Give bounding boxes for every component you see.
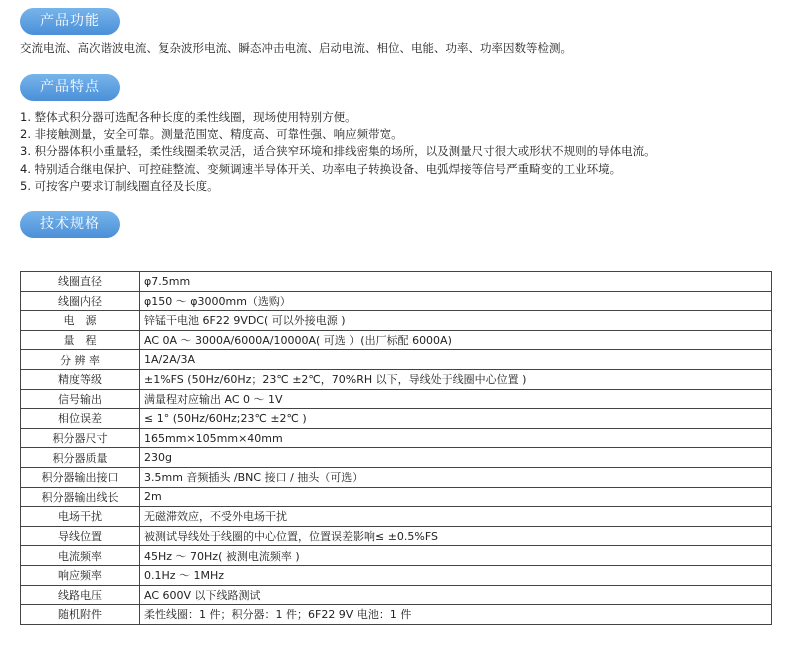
feature-item: 2. 非接触测量，安全可靠。测量范围宽、精度高、可靠性强、响应频带宽。 [20,127,403,142]
spec-value: 无磁滞效应，不受外电场干扰 [140,507,772,527]
spec-label: 精度等级 [21,369,140,389]
table-row [21,605,772,625]
spec-label: 导线位置 [21,526,140,546]
spec-label: 响应频率 [21,565,140,585]
spec-value: 1A/2A/3A [140,350,772,370]
spec-label: 线圈直径 [21,272,140,292]
table-row [21,272,772,292]
spec-value: 锌锰干电池 6F22 9VDC( 可以外接电源 ) [140,311,772,331]
spec-value: 165mm×105mm×40mm [140,428,772,448]
spec-value: 0.1Hz ～ 1MHz [140,565,772,585]
table-row [21,291,772,311]
table-row [21,448,772,468]
spec-value: φ150 ～ φ3000mm（选购） [140,291,772,311]
table-row [21,565,772,585]
table-row [21,350,772,370]
spec-value: 45Hz ～ 70Hz( 被测电流频率 ) [140,546,772,566]
section-title-function: 产品功能 [20,8,120,35]
spec-value: ±1%FS (50Hz/60Hz；23℃ ±2℃，70%RH 以下，导线处于线圈中心位置 ) [140,369,772,389]
feature-list [20,109,656,195]
spec-value: 柔性线圈：1 件；积分器：1 件；6F22 9V 电池：1 件 [140,605,772,625]
table-row [21,389,772,409]
table-row [21,546,772,566]
table-row [21,507,772,527]
table-row [21,467,772,487]
spec-value: ≤ 1° (50Hz/60Hz;23℃ ±2℃ ) [140,409,772,429]
spec-label: 相位误差 [21,409,140,429]
feature-item: 4. 特别适合继电保护、可控硅整流、变频调速半导体开关、功率电子转换设备、电弧焊接等信号严重畸变的工业环境。 [20,161,622,176]
table-row [21,369,772,389]
spec-label: 积分器输出线长 [21,487,140,507]
spec-label: 电流频率 [21,546,140,566]
spec-label: 积分器尺寸 [21,428,140,448]
table-row [21,428,772,448]
spec-value: 3.5mm 音频插头 /BNC 接口 / 抽头（可选） [140,467,772,487]
table-row [21,585,772,605]
spec-value: 2m [140,487,772,507]
spec-label: 积分器输出接口 [21,467,140,487]
feature-item: 1. 整体式积分器可选配各种长度的柔性线圈，现场使用特别方便。 [20,110,357,124]
table-row [21,330,772,350]
spec-label: 量 程 [21,330,140,350]
spec-label: 随机附件 [21,605,140,625]
feature-item: 5. 可按客户要求订制线圈直径及长度。 [20,178,219,193]
spec-label: 线圈内径 [21,291,140,311]
spec-label: 分 辨 率 [21,350,140,370]
table-row [21,409,772,429]
table-row [21,526,772,546]
function-description: 交流电流、高次谐波电流、复杂波形电流、瞬态冲击电流、启动电流、相位、电能、功率、功率因数等检测。 [20,41,572,55]
section-title-features: 产品特点 [20,74,120,101]
spec-table [20,271,772,625]
spec-label: 积分器质量 [21,448,140,468]
spec-value: φ7.5mm [140,272,772,292]
spec-label: 电 源 [21,311,140,331]
spec-label: 线路电压 [21,585,140,605]
spec-value: AC 0A ～ 3000A/6000A/10000A( 可选 ）(出厂标配 6000A) [140,330,772,350]
spec-value: 230g [140,448,772,468]
spec-value: 被测试导线处于线圈的中心位置，位置误差影响≤ ±0.5%FS [140,526,772,546]
spec-label: 电场干扰 [21,507,140,527]
table-row [21,487,772,507]
feature-item: 3. 积分器体积小重量轻，柔性线圈柔软灵活，适合狭窄环境和排线密集的场所，以及测量尺寸很大或形状不规则的导体电流。 [20,144,656,159]
section-title-specs: 技术规格 [20,211,120,238]
spec-label: 信号输出 [21,389,140,409]
spec-value: 满量程对应输出 AC 0 ～ 1V [140,389,772,409]
spec-value: AC 600V 以下线路测试 [140,585,772,605]
table-row [21,311,772,331]
